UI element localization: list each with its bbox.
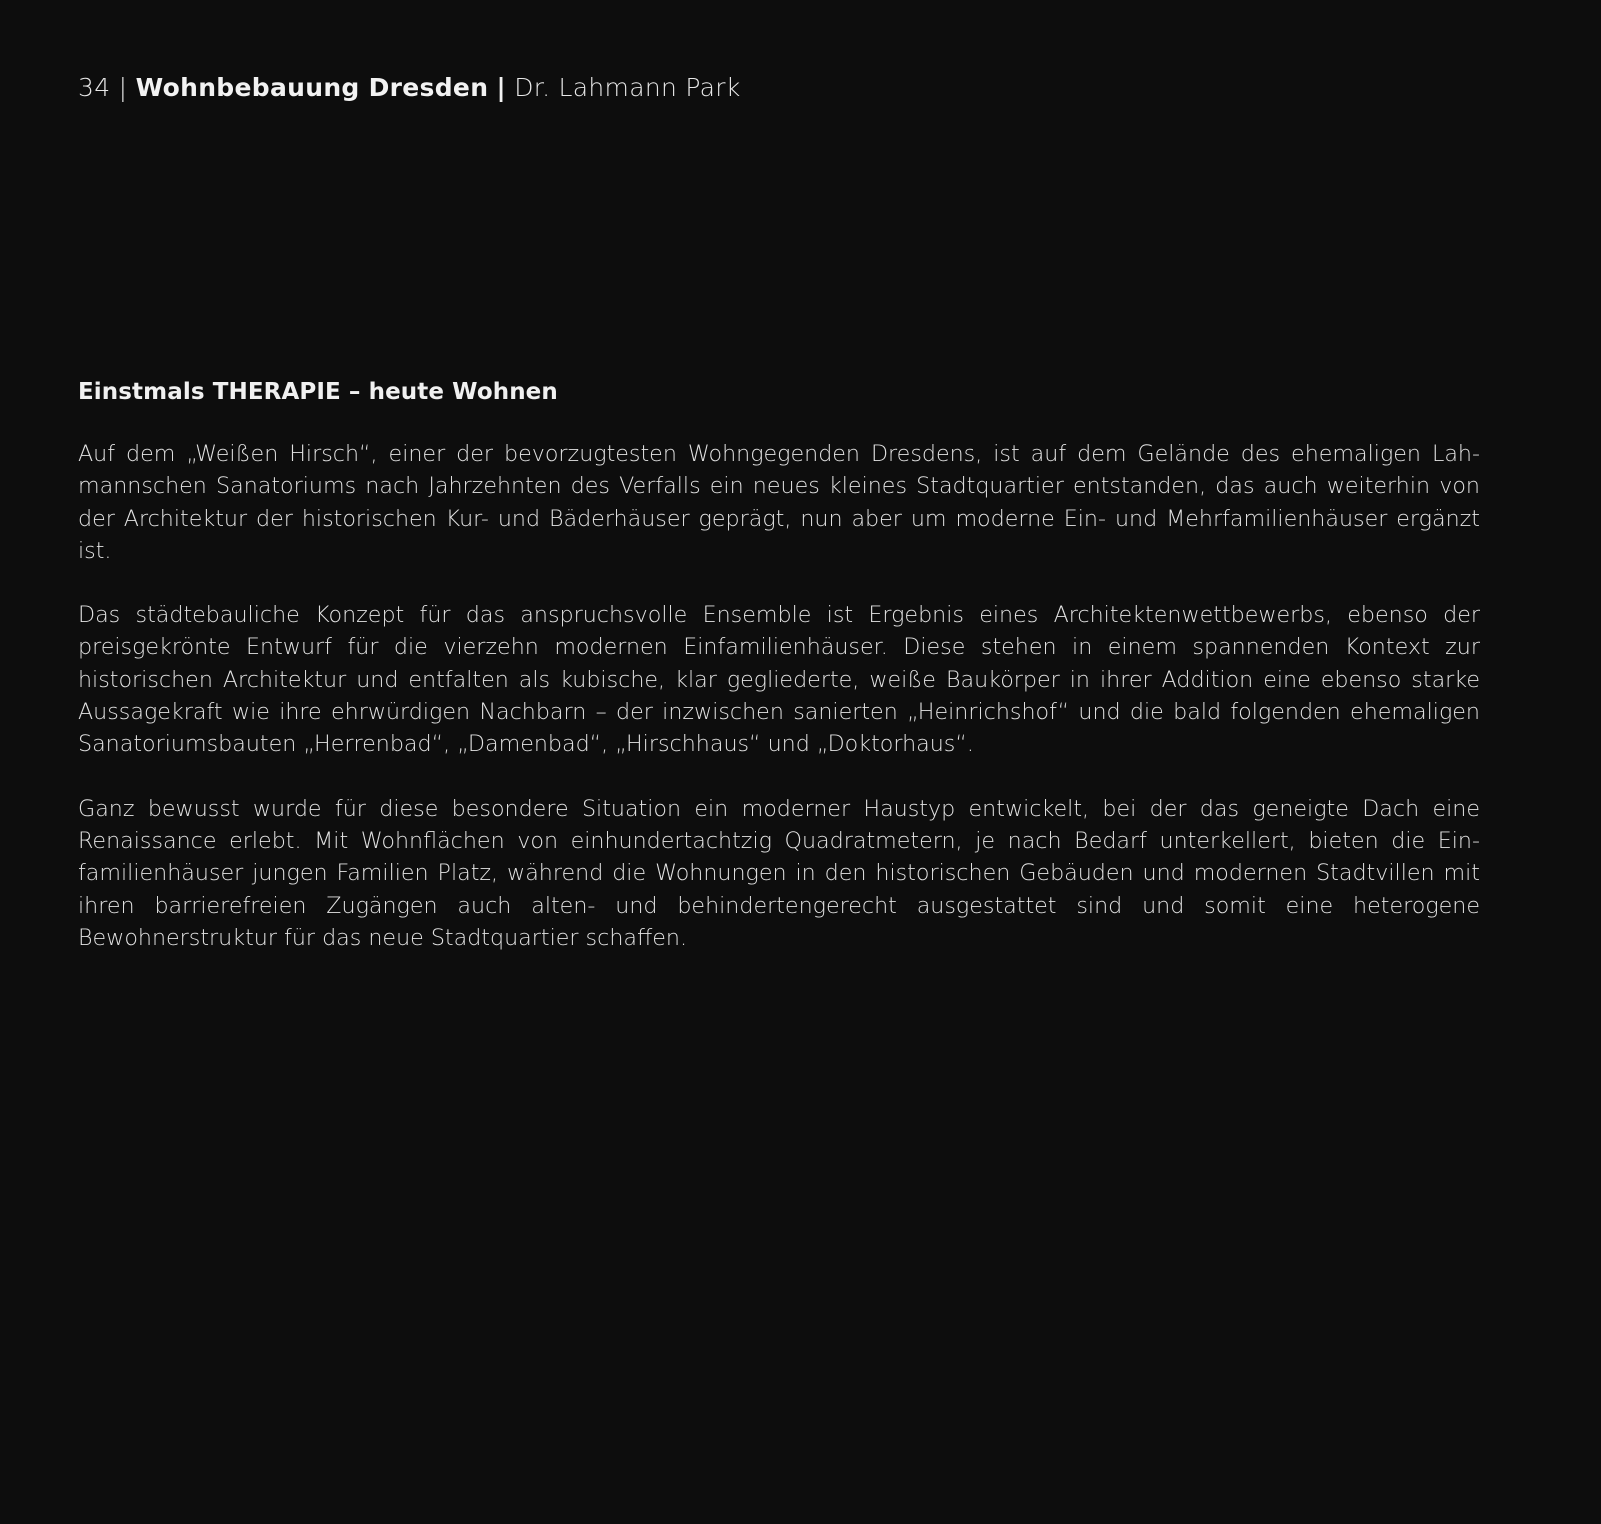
article-body xyxy=(78,376,1480,986)
article-heading: Einstmals THERAPIE – heute Wohnen xyxy=(78,379,558,405)
header-separator-bold: | xyxy=(496,73,506,102)
paragraph-2: Das städtebauliche Konzept für das anspruchsvolle Ensemble ist Ergebnis eines Architektenwettbewerbs, ebenso der preisgekrönte Entwurf für die vierzehn modernen Einfamilienhäuser. Diese stehen in einem spannenden Kontext zur historischen Architektur und entfalten als kubische, klar gegliederte, weiße Baukörper in ihrer Addition eine ebenso starke Aussagekraft wie ihre ehrwürdigen Nachbarn – der inzwischen sanierten „Heinrichshof“ und die bald folgenden ehemaligen Sanatoriumsbauten „Herrenbad“, „Damenbad“, „Hirschhaus“ und „Doktorhaus“. xyxy=(78,602,1480,758)
page-number: 34 xyxy=(78,73,111,102)
paragraph-3: Ganz bewusst wurde für diese besondere Situation ein moderner Haustyp entwickelt, bei der das geneigte Dach eine Renaissance erlebt. Mit Wohnflächen von einhundertachtzig Quadratmetern, je nach Bedarf unterkellert, bieten die Einfamilienhäuser jungen Familien Platz, während die Wohnungen in den historischen Gebäuden und modernen Stadtvillen mit ihren barrierefreien Zugängen auch alten- und behindertengerecht ausgestattet sind und somit eine heterogene Bewohnerstruktur für das neue Stadtquartier schaffen. xyxy=(78,795,1480,951)
header-section-title: Wohnbebauung Dresden xyxy=(135,73,489,102)
header-separator: | xyxy=(118,73,128,102)
running-header xyxy=(78,70,741,106)
header-subtitle: Dr. Lahmann Park xyxy=(514,73,741,102)
paragraph-1: Auf dem „Weißen Hirsch“, einer der bevorzugtesten Wohngegenden Dresdens, ist auf dem Gelände des ehemaligen Lahmannschen Sanatoriums nach Jahrzehnten des Verfalls ein neues kleines Stadtquartier entstanden, das auch weiterhin von der Architektur der historischen Kur- und Bäderhäuser geprägt, nun aber um moderne Ein- und Mehrfamilienhäuser ergänzt ist. xyxy=(78,441,1480,564)
